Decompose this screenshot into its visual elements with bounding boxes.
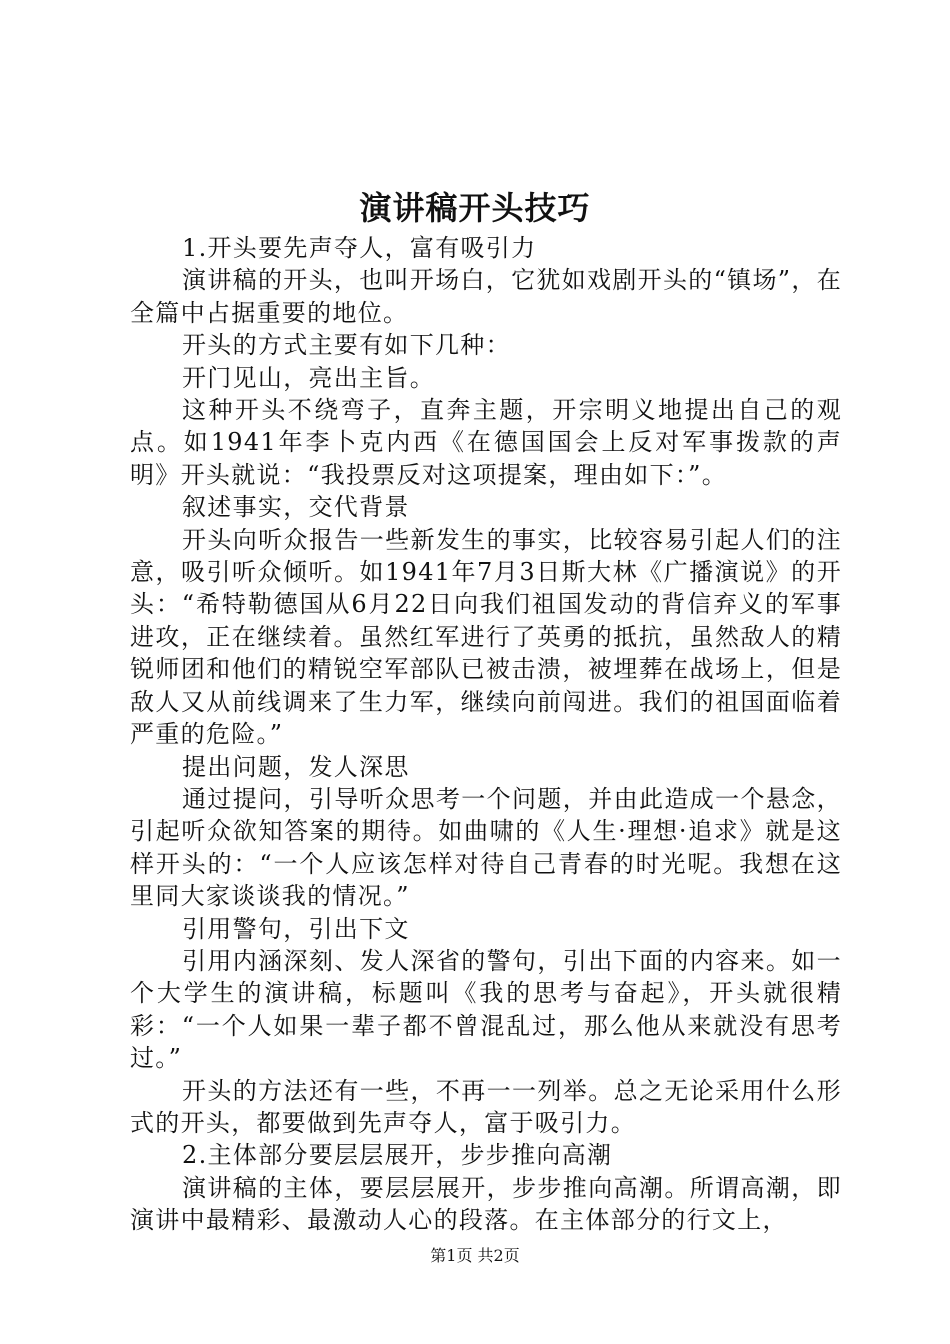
section-heading-1: 1.开头要先声夺人，富有吸引力	[182, 234, 537, 262]
document-body	[130, 232, 842, 1237]
method-heading-narrate: 叙述事实，交代背景	[182, 493, 410, 522]
method-heading-quote: 引用警句，引出下文	[182, 914, 410, 943]
paragraph-quote: 引用内涵深刻、发人深省的警句，引出下面的内容来。如一个大学生的演讲稿，标题叫《我的思考与奋起》，开头就很精彩：“一个人如果一辈子都不曾混乱过，那么他从来就没有思考过。”	[130, 946, 842, 1073]
paragraph-summary: 开头的方法还有一些，不再一一列举。总之无论采用什么形式的开头，都要做到先声夺人，富于吸引力。	[130, 1076, 842, 1137]
paragraph-intro: 演讲稿的开头，也叫开场白，它犹如戏剧开头的“镇场”，在全篇中占据重要的地位。	[130, 266, 842, 327]
paragraph-direct: 这种开头不绕弯子，直奔主题，开宗明义地提出自己的观点。如1941年李卜克内西《在德国国会上反对军事拨款的声明》开头就说：“我投票反对这项提案，理由如下：”。	[130, 396, 842, 489]
method-heading-direct: 开门见山，亮出主旨。	[182, 363, 435, 392]
paragraph-question: 通过提问，引导听众思考一个问题，并由此造成一个悬念，引起听众欲知答案的期待。如曲啸的《人生·理想·追求》就是这样开头的：“一个人应该怎样对待自己青春的时光呢。我想在这里同大家谈谈我的情况。”	[130, 784, 842, 911]
paragraph-methods-intro: 开头的方式主要有如下几种：	[182, 331, 511, 360]
document-title: 演讲稿开头技巧	[359, 189, 591, 227]
method-heading-question: 提出问题，发人深思	[182, 752, 410, 781]
paragraph-narrate: 开头向听众报告一些新发生的事实，比较容易引起人们的注意，吸引听众倾听。如1941年7月3日斯大林《广播演说》的开头：“希特勒德国从6月22日向我们祖国发动的背信弃义的军事进攻，正在继续着。虽然红军进行了英勇的抵抗，虽然敌人的精锐师团和他们的精锐空军部队已被击溃，被埋葬在战场上，但是敌人又从前线调来了生力军，继续向前闯进。我们的祖国面临着严重的危险。”	[130, 525, 842, 749]
paragraph-body-intro: 演讲稿的主体，要层层展开，步步推向高潮。所谓高潮，即演讲中最精彩、最激动人心的段落。在主体部分的行文上，	[130, 1173, 842, 1235]
section-heading-2: 2.主体部分要层层展开，步步推向高潮	[182, 1141, 613, 1170]
page-footer: 第1页 共2页	[430, 1246, 520, 1265]
